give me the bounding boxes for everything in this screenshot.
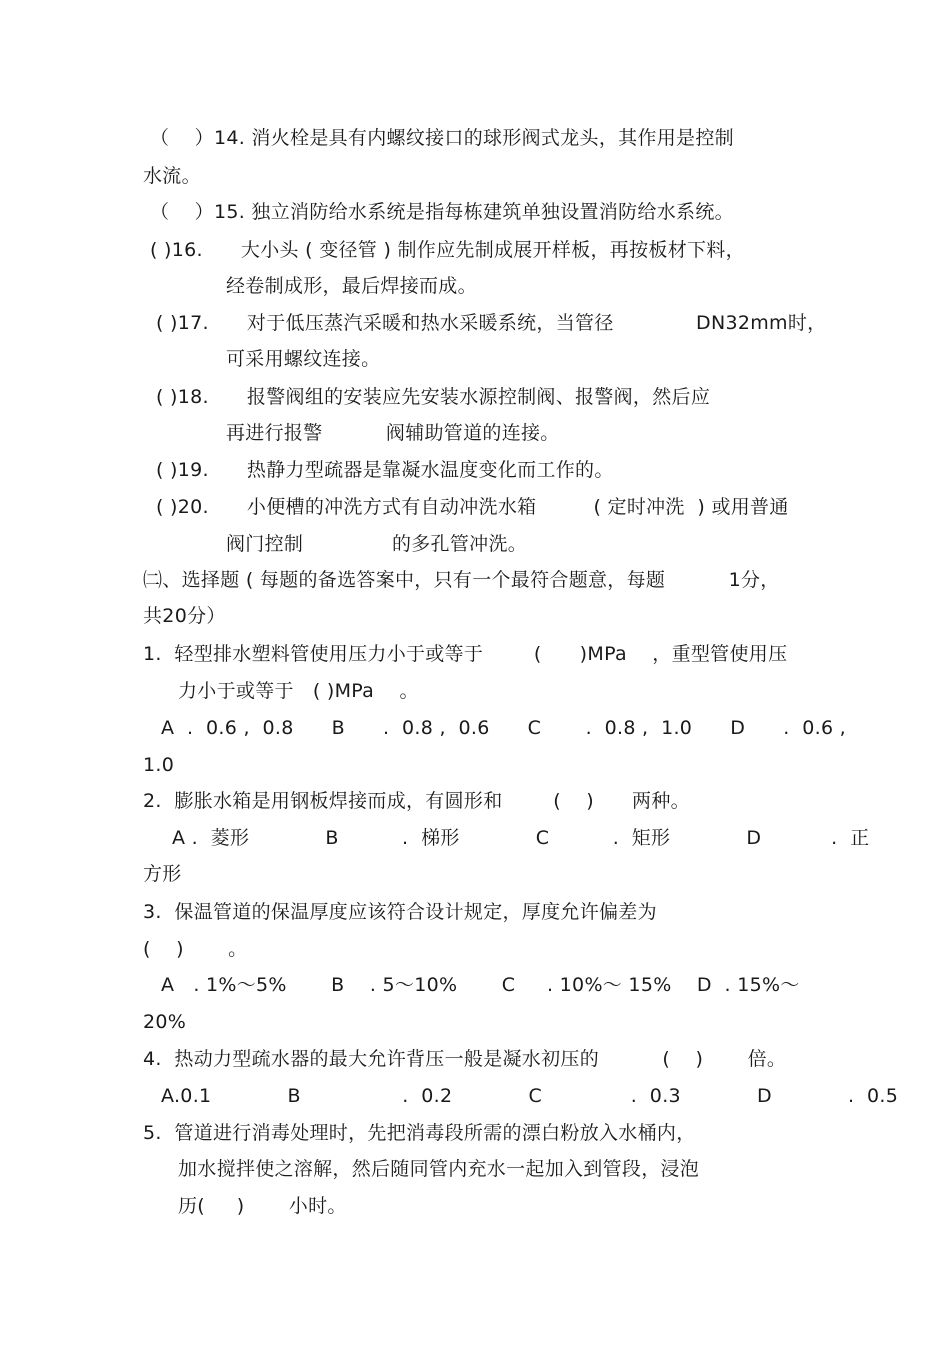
question-20-line-2: 阀门控制 的多孔管冲洗。 <box>226 533 528 555</box>
choice-1-options: A . 0.6 , 0.8 B . 0.8 , 0.6 C . 0.8 , 1.0 D . 0.6 , <box>161 717 847 739</box>
choice-1-line-2: 力小于或等于 ( )MPa 。 <box>178 680 419 702</box>
choice-3-line-1: 3. 保温管道的保温厚度应该符合设计规定，厚度允许偏差为 <box>143 901 657 923</box>
section-heading-line-1: ㈡、选择题 ( 每题的备选答案中，只有一个最符合题意，每题 1分， <box>143 569 780 591</box>
choice-4-line-1: 4. 热动力型疏水器的最大允许背压一般是凝水初压的 ( ) 倍。 <box>143 1048 787 1070</box>
choice-2-options: A . 菱形 B . 梯形 C . 矩形 D . 正 <box>172 827 870 849</box>
question-17-line-2: 可采用螺纹连接。 <box>226 348 381 370</box>
choice-1-line-1: 1. 轻型排水塑料管使用压力小于或等于 ( )MPa ，重型管使用压 <box>143 643 788 665</box>
question-19: ( )19. 热静力型疏器是靠凝水温度变化而工作的。 <box>156 459 614 481</box>
question-16-line-2: 经卷制成形，最后焊接而成。 <box>226 275 477 297</box>
choice-1-options-wrap: 1.0 <box>143 754 175 776</box>
choice-4-options: A.0.1 B . 0.2 C . 0.3 D . 0.5 <box>161 1085 899 1107</box>
question-18-line-2: 再进行报警 阀辅助管道的连接。 <box>226 422 560 444</box>
question-16-line-1: ( )16. 大小头 ( 变径管 ) 制作应先制成展开样板，再按板材下料， <box>150 239 745 261</box>
choice-2-options-wrap: 方形 <box>143 863 182 885</box>
question-15: （ ）15. 独立消防给水系统是指每栋建筑单独设置消防给水系统。 <box>150 201 734 223</box>
choice-3-line-2: ( ) 。 <box>143 938 248 960</box>
question-20-line-1: ( )20. 小便槽的冲洗方式有自动冲洗水箱 ( 定时冲洗 ) 或用普通 <box>156 496 789 518</box>
section-heading-line-2: 共20分） <box>143 605 226 627</box>
choice-2-line-1: 2. 膨胀水箱是用钢板焊接而成，有圆形和 ( ) 两种。 <box>143 790 690 812</box>
choice-5-line-3: 历( ) 小时。 <box>178 1195 347 1217</box>
choice-5-line-2: 加水搅拌使之溶解，然后随同管内充水一起加入到管段，浸泡 <box>178 1158 700 1180</box>
question-17-line-1: ( )17. 对于低压蒸汽采暖和热水采暖系统，当管径 DN32mm时， <box>156 312 827 334</box>
choice-5-line-1: 5. 管道进行消毒处理时，先把消毒段所需的漂白粉放入水桶内， <box>143 1122 696 1144</box>
question-18-line-1: ( )18. 报警阀组的安装应先安装水源控制阀、报警阀，然后应 <box>156 386 711 408</box>
choice-3-options-wrap: 20% <box>143 1011 187 1033</box>
question-14-line-2: 水流。 <box>143 165 201 187</box>
question-14-line-1: （ ）14. 消火栓是具有内螺纹接口的球形阀式龙头，其作用是控制 <box>150 127 734 149</box>
choice-3-options: A . 1%～5% B . 5～10% C . 10%～ 15% D . 15%～ <box>161 974 800 996</box>
